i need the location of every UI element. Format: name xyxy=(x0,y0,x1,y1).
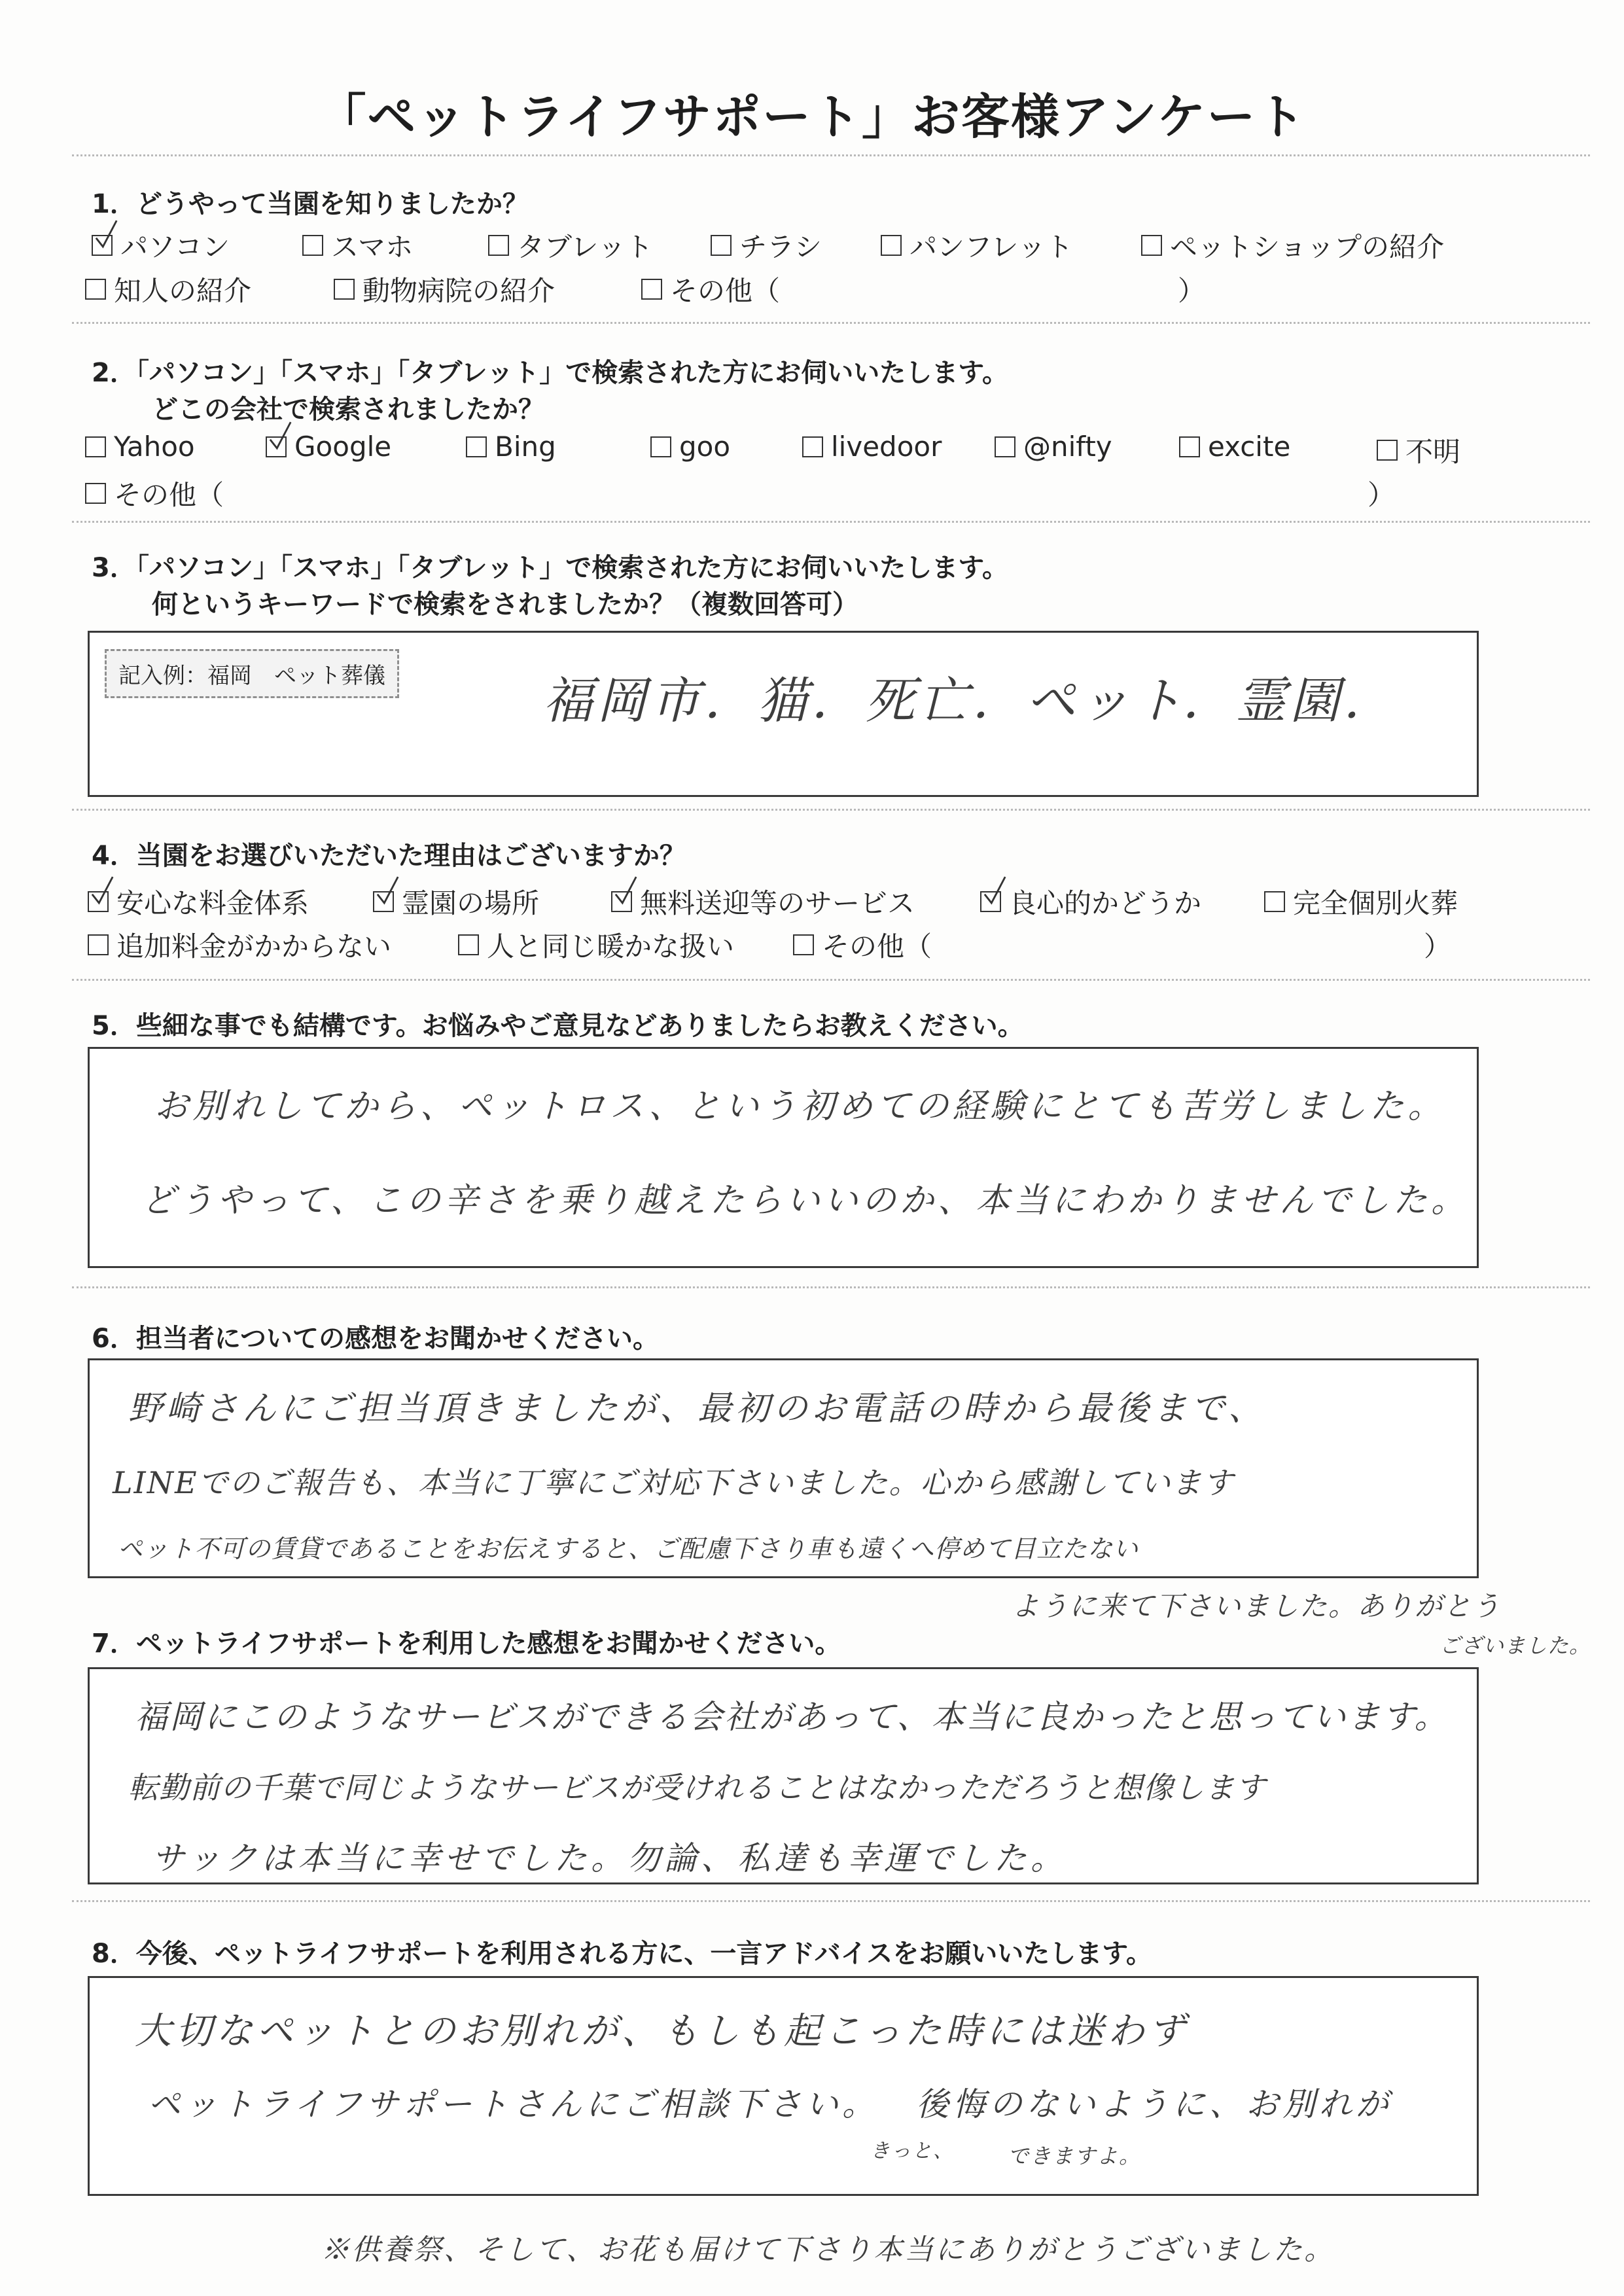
checkbox[interactable] xyxy=(466,436,487,457)
q2-option-unknown[interactable] xyxy=(1377,431,1460,470)
q1-option-smartphone[interactable] xyxy=(302,226,413,265)
checkbox-checked[interactable] xyxy=(611,891,632,912)
checkbox[interactable] xyxy=(802,436,823,457)
q2-option-yahoo[interactable] xyxy=(85,431,195,463)
checkbox[interactable] xyxy=(641,279,662,300)
checkmark-icon xyxy=(614,875,639,907)
q1-option-label: 動物病院の紹介 xyxy=(362,275,556,307)
divider xyxy=(72,809,1590,811)
q1-option-label: スマホ xyxy=(331,231,414,263)
q4-option-label: 人と同じ暖かな扱い xyxy=(487,930,735,963)
q1-heading: 1．どうやって当園を知りましたか？ xyxy=(92,189,529,219)
checkbox-checked[interactable] xyxy=(373,891,394,912)
q8-answer-line: 大切なペットとのお別れが、もしも起こった時には迷わず xyxy=(135,2010,1189,2053)
q4-heading: 4．当園をお選びいただいた理由はございますか？ xyxy=(92,841,686,871)
q6-answer-line: ございました。 xyxy=(1439,1633,1591,1658)
checkbox[interactable] xyxy=(488,235,509,256)
q3-heading: 3．「パソコン」「スマホ」「タブレット」で検索された方にお伺いいたします。 xyxy=(92,553,1009,583)
q2-option-label: その他（ xyxy=(114,479,224,511)
q1-option-other[interactable] xyxy=(641,270,780,309)
q2-option-label: @nifty xyxy=(1023,431,1112,463)
q4-option-price[interactable] xyxy=(88,882,309,921)
q3-subheading: 何というキーワードで検索をされましたか？（複数回答可） xyxy=(152,590,858,620)
q4-option-no-extra-fee[interactable] xyxy=(88,925,391,964)
survey-title: 「ペットライフサポート」お客様アンケート xyxy=(317,89,1307,145)
divider xyxy=(72,979,1590,981)
divider xyxy=(72,1900,1590,1902)
checkmark-icon xyxy=(268,421,293,452)
checkbox[interactable] xyxy=(995,436,1015,457)
q2-heading: 2．「パソコン」「スマホ」「タブレット」で検索された方にお伺いいたします。 xyxy=(92,358,1009,388)
q2-option-excite[interactable] xyxy=(1179,431,1290,463)
q1-option-label: チラシ xyxy=(739,231,822,263)
q4-option-warm-treatment[interactable] xyxy=(458,925,734,964)
checkbox[interactable] xyxy=(334,279,355,300)
checkmark-icon xyxy=(376,875,400,907)
q2-option-label: excite xyxy=(1208,431,1291,463)
q4-option-individual-cremation[interactable] xyxy=(1264,882,1458,921)
checkbox[interactable] xyxy=(1141,235,1162,256)
q7-heading: 7．ペットライフサポートを利用した感想をお聞かせください。 xyxy=(92,1629,841,1659)
checkbox[interactable] xyxy=(650,436,671,457)
checkbox[interactable] xyxy=(85,436,106,457)
checkbox[interactable] xyxy=(88,934,109,955)
q6-heading: 6．担当者についての感想をお聞かせください。 xyxy=(92,1324,660,1354)
q4-option-label: 無料送迎等のサービス xyxy=(640,887,915,919)
q1-option-label: その他（ xyxy=(670,275,781,307)
q2-option-label: Bing xyxy=(495,431,556,463)
q2-option-other[interactable] xyxy=(85,474,224,513)
q2-option-label: 不明 xyxy=(1405,436,1461,468)
handwritten-footnote: ※供養祭、そして、お花も届けて下さり本当にありがとうございました。 xyxy=(321,2233,1335,2267)
divider xyxy=(72,1286,1590,1288)
q3-handwritten-answer: 福岡市．猫．死亡．ペット．霊園． xyxy=(543,671,1398,730)
q7-answer-line: 福岡にこのようなサービスができる会社があって、本当に良かったと思っています。 xyxy=(135,1698,1449,1736)
q1-option-petshop[interactable] xyxy=(1141,226,1444,265)
q4-option-label: 良心的かどうか xyxy=(1009,887,1202,919)
close-paren: ） xyxy=(1424,930,1452,963)
q4-option-label: その他（ xyxy=(822,930,932,963)
q4-option-pickup[interactable] xyxy=(611,882,915,921)
q8-answer-line: きっと、 xyxy=(870,2140,954,2163)
q1-option-label: パンフレット xyxy=(909,231,1073,263)
q7-answer-line: サックは本当に幸せでした。勿論、私達も幸運でした。 xyxy=(152,1839,1067,1877)
q8-answer-line: 後悔のないように、お別れが xyxy=(916,2085,1392,2123)
q1-option-pamphlet[interactable] xyxy=(881,226,1073,265)
q2-option-bing[interactable] xyxy=(466,431,556,463)
checkbox-checked[interactable] xyxy=(92,235,113,256)
divider xyxy=(72,521,1590,523)
q4-option-conscientious[interactable] xyxy=(980,882,1201,921)
q8-answer-line: ペットライフサポートさんにご相談下さい。 xyxy=(148,2085,879,2123)
checkmark-icon xyxy=(94,219,119,251)
q4-option-label: 追加料金がかからない xyxy=(116,930,392,963)
checkbox[interactable] xyxy=(711,235,732,256)
checkbox[interactable] xyxy=(85,483,106,504)
q1-option-label: ペットショップの紹介 xyxy=(1170,231,1445,263)
q2-option-livedoor[interactable] xyxy=(802,431,942,463)
q8-answer-line: できますよ。 xyxy=(1008,2144,1142,2168)
q2-option-label: Google xyxy=(294,431,392,463)
q6-answer-line: ペット不可の賃貸であることをお伝えすると、ご配慮下さり車も遠くへ停めて目立たない xyxy=(118,1534,1139,1563)
checkbox-checked[interactable] xyxy=(266,436,287,457)
q1-option-vet[interactable] xyxy=(334,270,555,309)
close-paren: ） xyxy=(1368,479,1396,511)
q2-subheading: どこの会社で検索されましたか？ xyxy=(152,395,544,425)
checkbox[interactable] xyxy=(1179,436,1200,457)
checkbox-checked[interactable] xyxy=(980,891,1001,912)
q7-answer-line: 転勤前の千葉で同じようなサービスが受けれることはなかっただろうと想像します xyxy=(128,1770,1266,1805)
checkmark-icon xyxy=(90,875,115,907)
q3-example: 記入例：福岡 ペット葬儀 xyxy=(105,649,399,698)
q2-option-goo[interactable] xyxy=(650,431,730,463)
checkbox[interactable] xyxy=(881,235,902,256)
checkbox[interactable] xyxy=(1264,891,1285,912)
checkbox[interactable] xyxy=(458,934,479,955)
q1-option-friend[interactable] xyxy=(85,270,251,309)
checkbox[interactable] xyxy=(302,235,323,256)
q2-option-google[interactable] xyxy=(266,431,391,463)
q8-heading: 8．今後、ペットライフサポートを利用される方に、一言アドバイスをお願いいたします。 xyxy=(92,1939,1153,1969)
q1-option-tablet[interactable] xyxy=(488,226,653,265)
q4-option-label: 完全個別火葬 xyxy=(1293,887,1458,919)
q1-option-label: 知人の紹介 xyxy=(114,275,252,307)
q2-option-label: Yahoo xyxy=(114,431,195,463)
divider xyxy=(72,154,1590,156)
q4-option-location[interactable] xyxy=(373,882,539,921)
checkbox[interactable] xyxy=(793,934,814,955)
close-paren: ） xyxy=(1178,275,1206,307)
q5-answer-line: どうやって、この辛さを乗り越えたらいいのか、本当にわかりませんでした。 xyxy=(141,1181,1469,1220)
q2-option-label: goo xyxy=(679,431,731,463)
q6-answer-line: ように来て下さいました。ありがとう xyxy=(1012,1590,1502,1622)
q1-option-flyer[interactable] xyxy=(711,226,822,265)
divider xyxy=(72,322,1590,324)
checkbox[interactable] xyxy=(85,279,106,300)
q4-option-label: 安心な料金体系 xyxy=(116,887,309,919)
q2-option-label: livedoor xyxy=(831,431,942,463)
checkmark-icon xyxy=(983,875,1008,907)
q1-option-label: タブレット xyxy=(517,231,653,263)
q6-answer-line: 野崎さんにご担当頂きましたが、最初のお電話の時から最後まで、 xyxy=(128,1389,1266,1428)
checkbox[interactable] xyxy=(1377,440,1398,461)
q6-answer-line: LINEでのご報告も、本当に丁寧にご対応下さいました。心から感謝しています xyxy=(113,1465,1235,1500)
checkbox-checked[interactable] xyxy=(88,891,109,912)
q4-option-label: 霊園の場所 xyxy=(402,887,540,919)
q2-option-nifty[interactable] xyxy=(995,431,1112,463)
q4-option-other[interactable] xyxy=(793,925,932,964)
q1-option-label: パソコン xyxy=(120,231,230,263)
q1-option-pc[interactable] xyxy=(92,226,230,265)
q5-answer-line: お別れしてから、ペットロス、という初めての経験にとても苦労しました。 xyxy=(154,1087,1446,1126)
q5-heading: 5．些細な事でも結構です。お悩みやご意見などありましたらお教えください。 xyxy=(92,1011,1024,1041)
